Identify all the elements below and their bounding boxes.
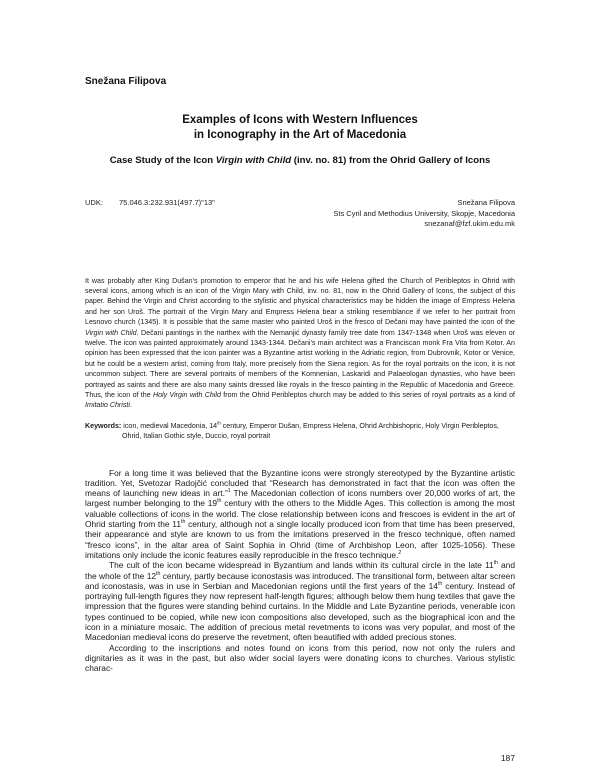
body-text [85,468,515,674]
paper-title-line1: Examples of Icons with Western Influences [182,114,418,126]
paper-title [85,113,515,142]
udk-label: UDK: [85,198,103,207]
affiliation-institution: Sts Cyril and Methodius University, Skopje, Macedonia [333,208,515,218]
keywords-label: Keywords: [85,421,122,430]
paper-title-line2: in Iconography in the Art of Macedonia [193,128,407,141]
meta-row [85,198,515,230]
author-affiliation [333,198,515,230]
body-paragraph: According to the inscriptions and notes found on icons from this period, now not only the rulers and dignitaries as it was in the past, but also wider social layers were donating icons to churches. Various stylistic charac- [85,642,515,674]
keywords-paragraph [85,421,515,442]
udk-value: 75.046.3:232.931(497.7)"13" [119,198,215,207]
body-paragraph: For a long time it was believed that the Byzantine icons were strongly stereotyped by the Byzantine artistic tradition. Yet, Svetozar Radojčić concluded that “Research has demonstrated in fact that the icon was often the means of launching new ideas in art.”$^1$ The Macedonian collection of icons numbers over 20,000 works of art, the largest number belonging to the 19th century with the others to the Middle Ages. This collection is among the most valuable collections of icons in the world. The close relationship between icons and frescoes is evident in the art of Ohrid starting from the 11th century, although not a single locally produced icon from that time has been preserved, their appearance and style are known to us from the imitations preserved in the fresco technique, often named “fresco icons”, in the altar area of Saint Sophia in Ohrid (time of Archbishop Leon, after 1025-1056). These imitations only include the iconic features easily reproducible in the fresco technique.$^2$ [85,467,515,560]
paper-subtitle: Case Study of the Icon Virgin with Child (inv. no. 81) from the Ohrid Gallery of Icons [109,155,491,166]
udk-code [85,198,215,209]
page-number: 187 [500,753,515,763]
keywords-list: icon, medieval Macedonia, 14th century, Emperor Dušan, Empress Helena, Ohrid Archbishopric, Holy Virgin Peribleptos, Ohrid, Italian Gothic style, Duccio, royal portrait [122,420,499,441]
affiliation-email: snezanaf@fzf.ukim.edu.mk [424,219,515,228]
body-paragraph: The cult of the icon became widespread in Byzantium and lands within its cultural circle in the late 11th and the whole of the 12th century, partly because iconostasis was introduced. The transitional form, between altar screen and iconostasis, was in use in Serbian and Macedonian regions until the first years of the 14th century. Instead of portraying full-length figures they now represent half-length figures; although below them hung textiles that gave the impression that the figures were standing behind curtains. In the Middle and Late Byzantine periods, venerable icon types continued to be copied, while new icon compositions also developed, such as the biographical icon and the icon in a miniature mosaic. The addition of precious metal revetments to icons was very popular, and most of the Macedonian medieval icons do preserve the revetment, often beautified with added precious stones. [85,560,516,643]
abstract-paragraph: It was probably after King Dušan’s promotion to emperor that he and his wife Helena gifted the Church of Peribleptos in Ohrid with several icons, among which is an icon of the Virgin Mary with Child, inv. no. 81, now in the Ohrid Gallery of Icons, the subject of this paper. Behind the Virgin and Christ according to the stylistic and physical characteristics may be hidden the image of Empress Helena and her son Uroš. The portrait of the Virgin Mary and Empress Helena bear a striking resemblance if we refer to her portrait from Lesnovo church (1345). It is possible that the same master who painted Uroš in the fresco of Dečani may have painted the icon of the Virgin with Child. Dečani paintings in the narthex with the Nemanjić dynasty family tree date from 1347-1348 when Uroš was eleven or twelve. The icon was painted approximately around 1343-1344. Dečani’s main architect was a Franciscan monk Fra Vita from Kotor. An opinion has been expressed that the icon painter was a Byzantine artist working in the Adriatic region, from Dubrovnik, Kotor or Venice, but he could be a western artist, coming from Italy, more precisely from the Siena region. As for the royal portraits on the icon, it is not uncommon subject. There are several portraits of members of the Komnenian, Laskaridi and Palaeologan dynasties, who have been portrayed as saints and there are also many saints dressed like royals in the fresco painting in the Republic of Macedonia and Greece. Thus, the icon of the Holy Virgin with Child from the Ohrid Peribleptos church may be added to this series of royal portraits as a kind of Imitatio Christi. [85,276,516,410]
author-name-header: Snežana Filipova [85,76,167,87]
affiliation-author: Snežana Filipova [457,198,515,207]
